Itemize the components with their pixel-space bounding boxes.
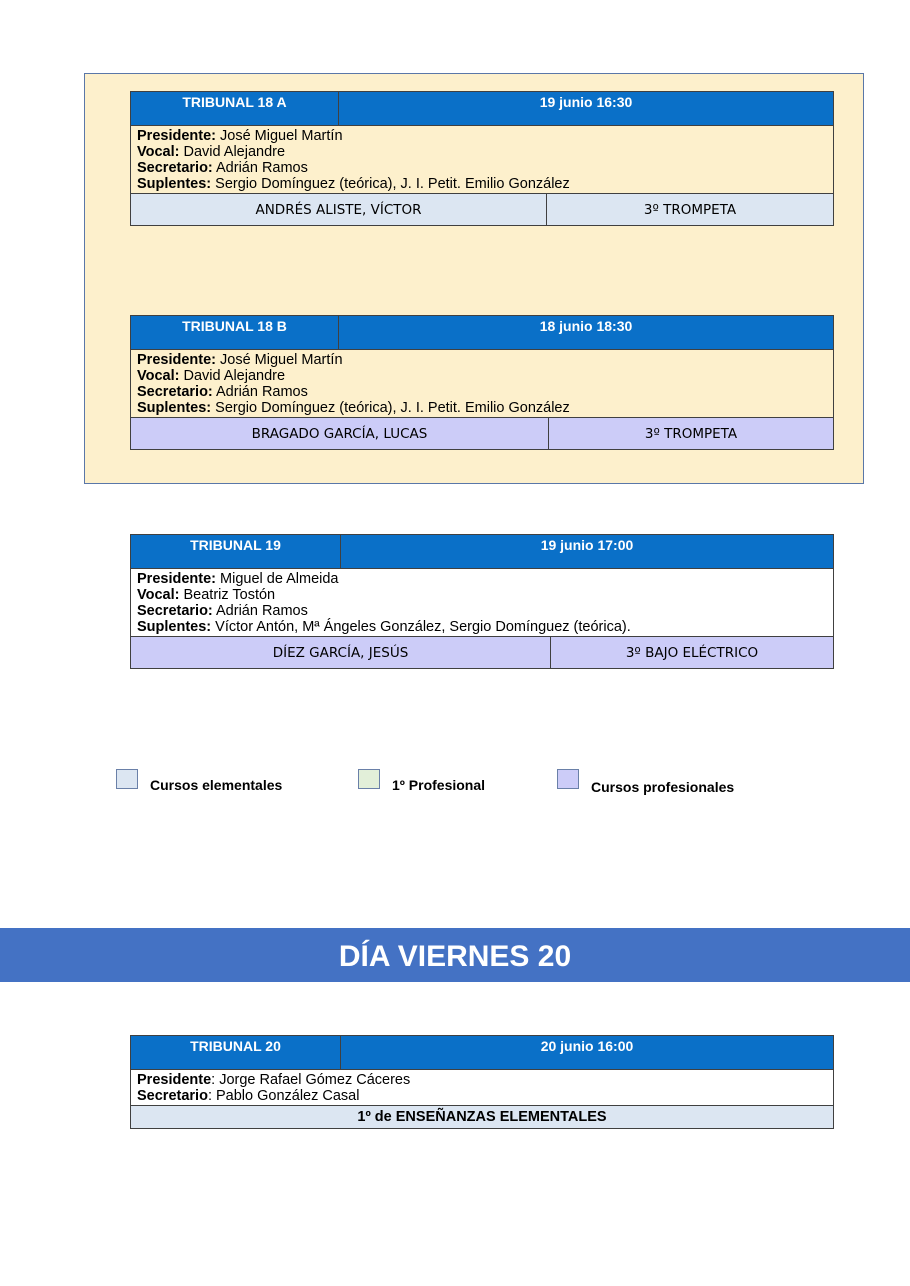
secretario-label: Secretario: (137, 384, 213, 400)
vocal-name: David Alejandre (183, 368, 286, 384)
student-course: 3º TROMPETA (549, 418, 834, 450)
legend-label: Cursos profesionales (591, 779, 735, 795)
presidente-name: José Miguel Martín (220, 352, 343, 368)
tribunal-name: TRIBUNAL 20 (131, 1036, 341, 1070)
student-course: 3º TROMPETA (547, 194, 834, 226)
tribunal-18a-table (130, 91, 834, 226)
presidente-label: Presidente (137, 1072, 212, 1088)
secretario-label: Secretario (137, 1088, 208, 1104)
legend-label: 1º Profesional (392, 777, 486, 793)
suplentes-label: Suplentes: (137, 176, 212, 192)
student-name: DÍEZ GARCÍA, JESÚS (131, 637, 551, 669)
tribunal-name: TRIBUNAL 19 (131, 535, 341, 569)
tribunal-date: 19 junio 17:00 (341, 535, 834, 569)
legend-label: Cursos elementales (150, 777, 283, 793)
tribunal-members (131, 126, 834, 194)
presidente-name: : Jorge Rafael Gómez Cáceres (211, 1072, 411, 1088)
vocal-label: Vocal: (137, 368, 180, 384)
tribunal-members (131, 1070, 834, 1106)
student-name: ANDRÉS ALISTE, VÍCTOR (131, 194, 547, 226)
tribunal-date: 20 junio 16:00 (341, 1036, 834, 1070)
day-header: DÍA VIERNES 20 (0, 928, 910, 982)
secretario-label: Secretario: (137, 603, 213, 619)
secretario-name: Adrián Ramos (216, 384, 308, 400)
vocal-label: Vocal: (137, 144, 180, 160)
suplentes-names: Sergio Domínguez (teórica), J. I. Petit. Emilio González (215, 400, 570, 416)
tribunal-name: TRIBUNAL 18 B (131, 316, 339, 350)
legend-swatch (116, 769, 138, 789)
tribunal-18b-table (130, 315, 834, 450)
suplentes-names: Sergio Domínguez (teórica), J. I. Petit. Emilio González (215, 176, 570, 192)
secretario-name: : Pablo González Casal (207, 1088, 360, 1104)
tribunal-name: TRIBUNAL 18 A (131, 92, 339, 126)
presidente-label: Presidente: (137, 571, 216, 587)
secretario-label: Secretario: (137, 160, 213, 176)
tribunal-members (131, 569, 834, 637)
course-level: 1º de ENSEÑANZAS ELEMENTALES (131, 1106, 834, 1129)
presidente-label: Presidente: (137, 352, 216, 368)
legend-swatch (557, 769, 579, 789)
legend-swatch (358, 769, 380, 789)
tribunal-19-table (130, 534, 834, 669)
student-course: 3º BAJO ELÉCTRICO (551, 637, 834, 669)
vocal-name: David Alejandre (183, 144, 286, 160)
presidente-name: José Miguel Martín (220, 128, 343, 144)
vocal-name: Beatriz Tostón (183, 587, 276, 603)
vocal-label: Vocal: (137, 587, 180, 603)
tribunal-date: 18 junio 18:30 (339, 316, 834, 350)
secretario-name: Adrián Ramos (216, 603, 308, 619)
presidente-name: Miguel de Almeida (220, 571, 339, 587)
tribunal-members (131, 350, 834, 418)
tribunal-date: 19 junio 16:30 (339, 92, 834, 126)
suplentes-label: Suplentes: (137, 619, 212, 635)
presidente-label: Presidente: (137, 128, 216, 144)
student-name: BRAGADO GARCÍA, LUCAS (131, 418, 549, 450)
suplentes-label: Suplentes: (137, 400, 212, 416)
suplentes-names: Víctor Antón, Mª Ángeles González, Sergio Domínguez (teórica). (215, 619, 631, 635)
secretario-name: Adrián Ramos (216, 160, 308, 176)
tribunal-20-table (130, 1035, 834, 1129)
